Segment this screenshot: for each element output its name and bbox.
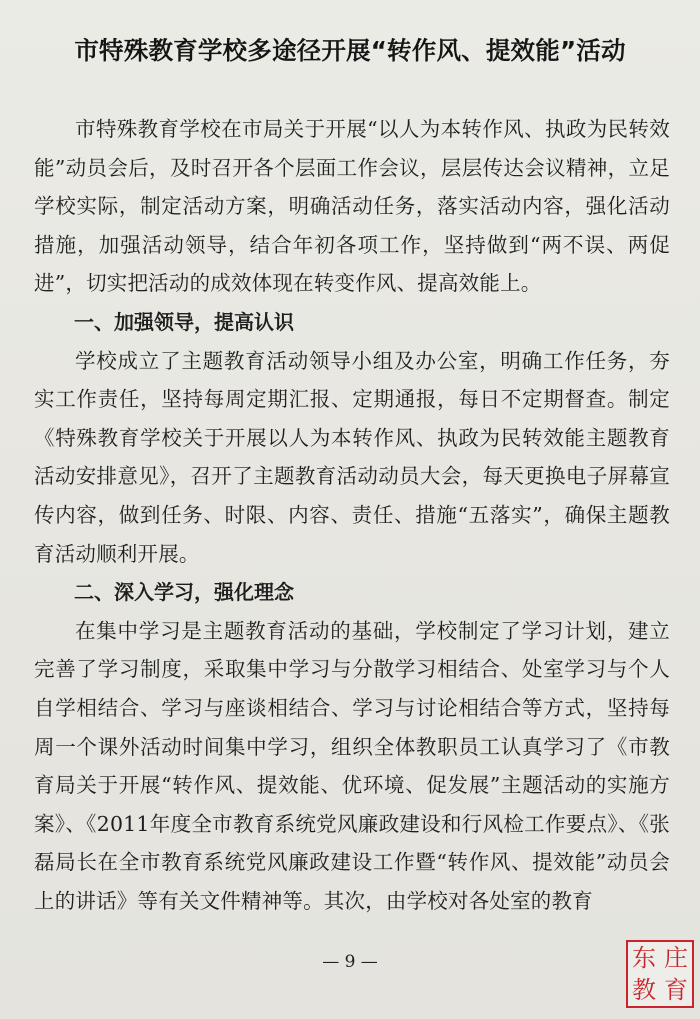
- section-2-paragraph: 在集中学习是主题教育活动的基础，学校制定了学习计划，建立完善了学习制度，采取集中学习与分散学习相结合、处室学习与个人自学相结合、学习与座谈相结合、学习与讨论相结合等方式，坚持每周一个课外活动时间集中学习，组织全体教职员工认真学习了《市教育局关于开展“转作风、提效能、优环境、促发展”主题活动的实施方案》、《2011年度全市教育系统党风廉政建设和行风检工作要点》、《张磊局长在全市教育系统党风廉政建设工作暨“转作风、提效能”动员会上的讲话》等有关文件精神等。其次，由学校对各处室的教育: [34, 618, 670, 913]
- document-body: [34, 110, 670, 920]
- intro-paragraph: 市特殊教育学校在市局关于开展“以人为本转作风、执政为民转效能”动员会后，及时召开各个层面工作会议，层层传达会议精神，立足学校实际，制定活动方案，明确活动任务，落实活动内容，强化活动措施，加强活动领导，结合年初各项工作，坚持做到“两不误、两促进”，切实把活动的成效体现在转变作风、提高效能上。: [34, 117, 670, 296]
- stamp-char-4: 育: [664, 976, 688, 1004]
- page-number: — 9 —: [322, 952, 378, 972]
- red-seal-stamp: [626, 940, 694, 1008]
- stamp-char-3: 教: [632, 976, 656, 1004]
- stamp-char-1: 东: [632, 944, 656, 972]
- stamp-char-2: 庄: [664, 944, 688, 972]
- document-title: 市特殊教育学校多途径开展“转作风、提效能”活动: [74, 36, 626, 65]
- section-1-heading: 一、加强领导，提高认识: [74, 309, 294, 334]
- section-2-heading: 二、深入学习，强化理念: [74, 580, 294, 605]
- section-1-paragraph: 学校成立了主题教育活动领导小组及办公室，明确工作任务，夯实工作责任，坚持每周定期汇报、定期通报，每日不定期督查。制定《特殊教育学校关于开展以人为本转作风、执政为民转效能主题教育活动安排意见》，召开了主题教育活动动员大会，每天更换电子屏幕宣传内容，做到任务、时限、内容、责任、措施“五落实”，确保主题教育活动顺利开展。: [34, 348, 670, 566]
